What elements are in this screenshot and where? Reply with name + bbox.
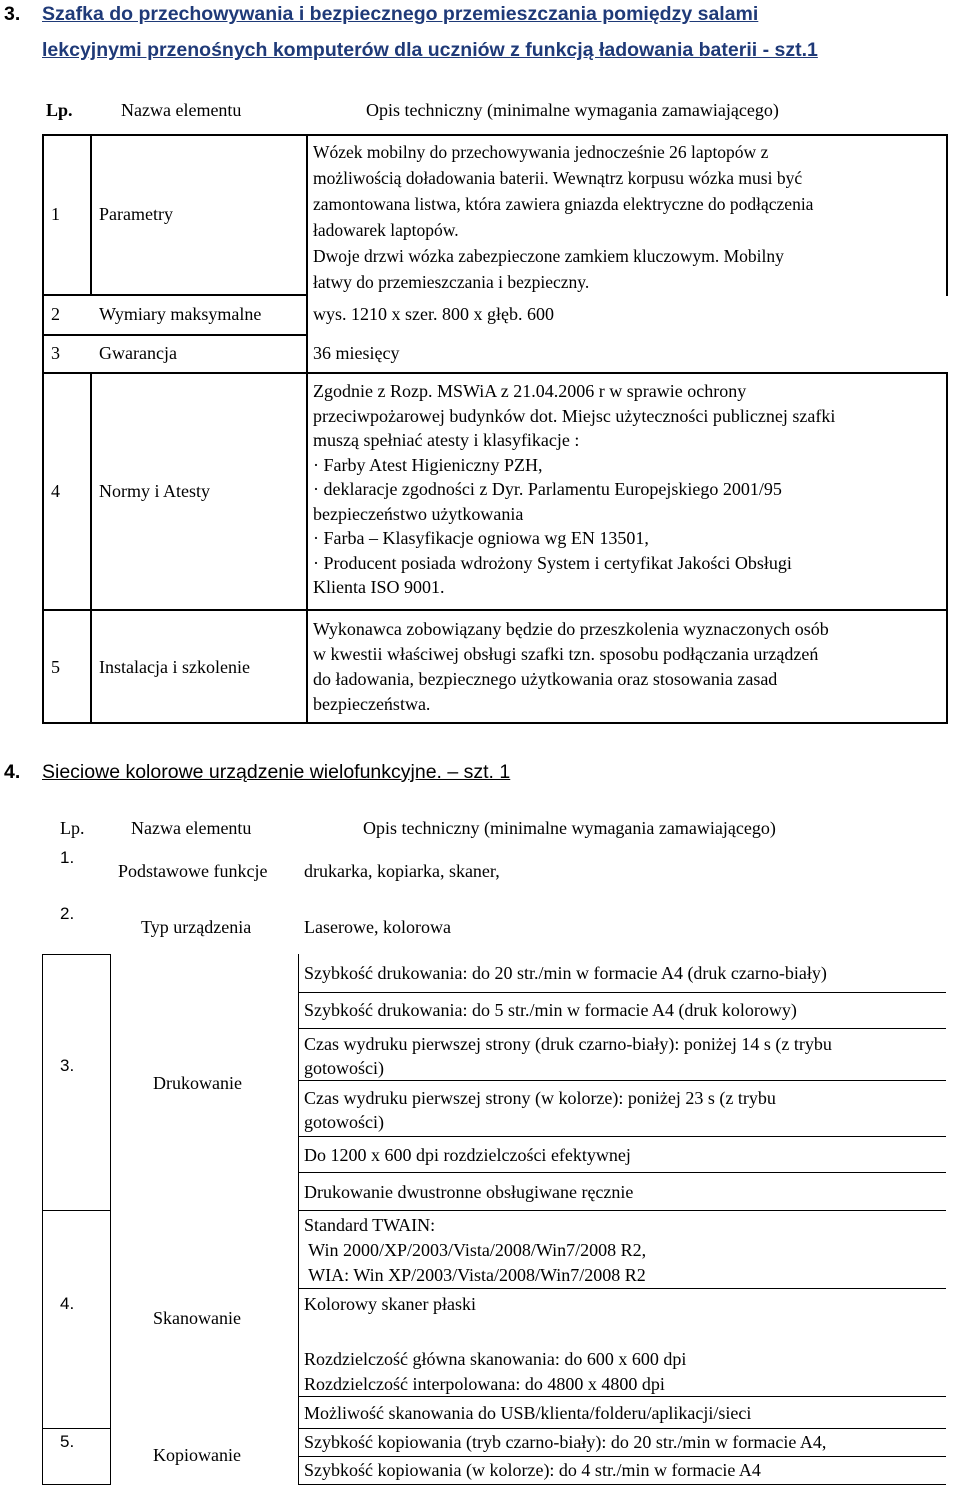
section-title-line: Szafka do przechowywania i bezpiecznego przemieszczania pomiędzy salami	[42, 3, 759, 25]
row-desc: drukarka, kopiarka, skaner,	[304, 861, 500, 881]
header-desc: Opis techniczny (minimalne wymagania zamawiającego)	[366, 100, 779, 120]
row-lp: 2	[51, 304, 60, 324]
row-name: Normy i Atesty	[99, 481, 210, 501]
row-lp: 1.	[60, 848, 75, 867]
row-name: Instalacja i szkolenie	[99, 657, 250, 677]
section-4-title	[4, 758, 510, 787]
row-desc: Laserowe, kolorowa	[304, 917, 451, 937]
row-lp: 3.	[60, 1056, 75, 1075]
row-desc: Zgodnie z Rozp. MSWiA z 21.04.2006 r w sprawie ochrony przeciwpożarowej budynków dot. Miejsc użyteczności publicznej szafki muszą spełniać atesty i klasyfikacje : · Farby Atest Higieniczny PZH, · deklaracje zgodności z Dyr. Parlamentu Europejskiego 2001/95 bezpieczeństwo użytkowania · Farba – Klasyfikacje ogniowa wg EN 13501, · Producent posiada wdrożony System i certyfikat Jakości Obsługi Klienta ISO 9001.	[313, 381, 836, 597]
row-desc-item: gotowości)	[304, 1112, 384, 1132]
header-lp: Lp.	[60, 818, 85, 838]
section-number: 3.	[4, 3, 21, 25]
row-name: Skanowanie	[153, 1308, 241, 1328]
row-lp: 5	[51, 657, 60, 677]
row-desc-item: Szybkość drukowania: do 5 str./min w formacie A4 (druk kolorowy)	[304, 1000, 797, 1020]
row-desc: Wykonawca zobowiązany będzie do przeszkolenia wyznaczonych osób w kwestii właściwej obsługi szafki tzn. sposobu podłączania urządzeń do ładowania, bezpiecznego użytkowania oraz stosowania zasad bezpieczeństwa.	[313, 619, 829, 714]
row-desc-item: Szybkość kopiowania (tryb czarno-biały): do 20 str./min w formacie A4,	[304, 1432, 827, 1452]
row-desc-item: Rozdzielczość główna skanowania: do 600 x 600 dpi	[304, 1349, 687, 1369]
row-desc-item: Szybkość kopiowania (w kolorze): do 4 str./min w formacie A4	[304, 1460, 761, 1480]
row-name: Typ urządzenia	[141, 917, 252, 937]
row-desc-item: Czas wydruku pierwszej strony (druk czarno-biały): poniżej 14 s (z trybu	[304, 1034, 832, 1054]
row-name: Podstawowe funkcje	[118, 861, 268, 881]
row-desc-item: Rozdzielczość interpolowana: do 4800 x 4800 dpi	[304, 1374, 665, 1394]
row-desc-item: gotowości)	[304, 1058, 384, 1078]
row-desc-item: Win 2000/XP/2003/Vista/2008/Win7/2008 R2,	[304, 1240, 647, 1260]
section-title: Sieciowe kolorowe urządzenie wielofunkcyjne. – szt. 1	[42, 761, 511, 783]
row-name: Parametry	[99, 204, 173, 224]
section-title-line: lekcyjnymi przenośnych komputerów dla uczniów z funkcją ładowania baterii - szt.1	[42, 39, 818, 61]
header-lp: Lp.	[46, 100, 73, 120]
row-lp: 3	[51, 343, 60, 363]
row-lp: 4	[51, 481, 60, 501]
row-desc: Wózek mobilny do przechowywania jednocześnie 26 laptopów z możliwością doładowania baterii. Wewnątrz korpusu wózka musi być zamontowana listwa, która zawiera gniazda elektryczne do podłączenia ładowarek laptopów. Dwoje drzwi wózka zabezpieczone zamkiem kluczowym. Mobilny łatwy do przemieszczania i bezpieczny.	[313, 142, 814, 292]
row-desc-item: Standard TWAIN:	[304, 1215, 436, 1235]
row-name: Drukowanie	[153, 1073, 242, 1093]
section-3-title-cont	[42, 36, 818, 65]
header-name: Nazwa elementu	[121, 100, 242, 120]
row-lp: 4.	[60, 1294, 75, 1313]
row-desc-item: Drukowanie dwustronne obsługiwane ręcznie	[304, 1182, 634, 1202]
row-desc-item: Do 1200 x 600 dpi rozdzielczości efektywnej	[304, 1145, 631, 1165]
row-desc-item: Możliwość skanowania do USB/klienta/folderu/aplikacji/sieci	[304, 1403, 752, 1423]
row-desc-item: WIA: Win XP/2003/Vista/2008/Win7/2008 R2	[304, 1265, 646, 1285]
row-name: Wymiary maksymalne	[99, 304, 262, 324]
section-3-title	[4, 0, 758, 29]
row-lp: 5.	[60, 1432, 75, 1451]
row-lp: 1	[51, 204, 60, 224]
row-name: Gwarancja	[99, 343, 177, 363]
header-desc: Opis techniczny (minimalne wymagania zamawiającego)	[363, 818, 776, 838]
row-name: Kopiowanie	[153, 1445, 241, 1465]
row-desc-item: Kolorowy skaner płaski	[304, 1294, 476, 1314]
section-number: 4.	[4, 761, 21, 783]
row-desc-item: Czas wydruku pierwszej strony (w kolorze): poniżej 23 s (z trybu	[304, 1088, 776, 1108]
row-desc-item: Szybkość drukowania: do 20 str./min w formacie A4 (druk czarno-biały)	[304, 963, 827, 983]
row-desc: wys. 1210 x szer. 800 x głęb. 600	[313, 304, 554, 324]
header-name: Nazwa elementu	[131, 818, 252, 838]
row-lp: 2.	[60, 904, 75, 923]
row-desc: 36 miesięcy	[313, 343, 400, 363]
